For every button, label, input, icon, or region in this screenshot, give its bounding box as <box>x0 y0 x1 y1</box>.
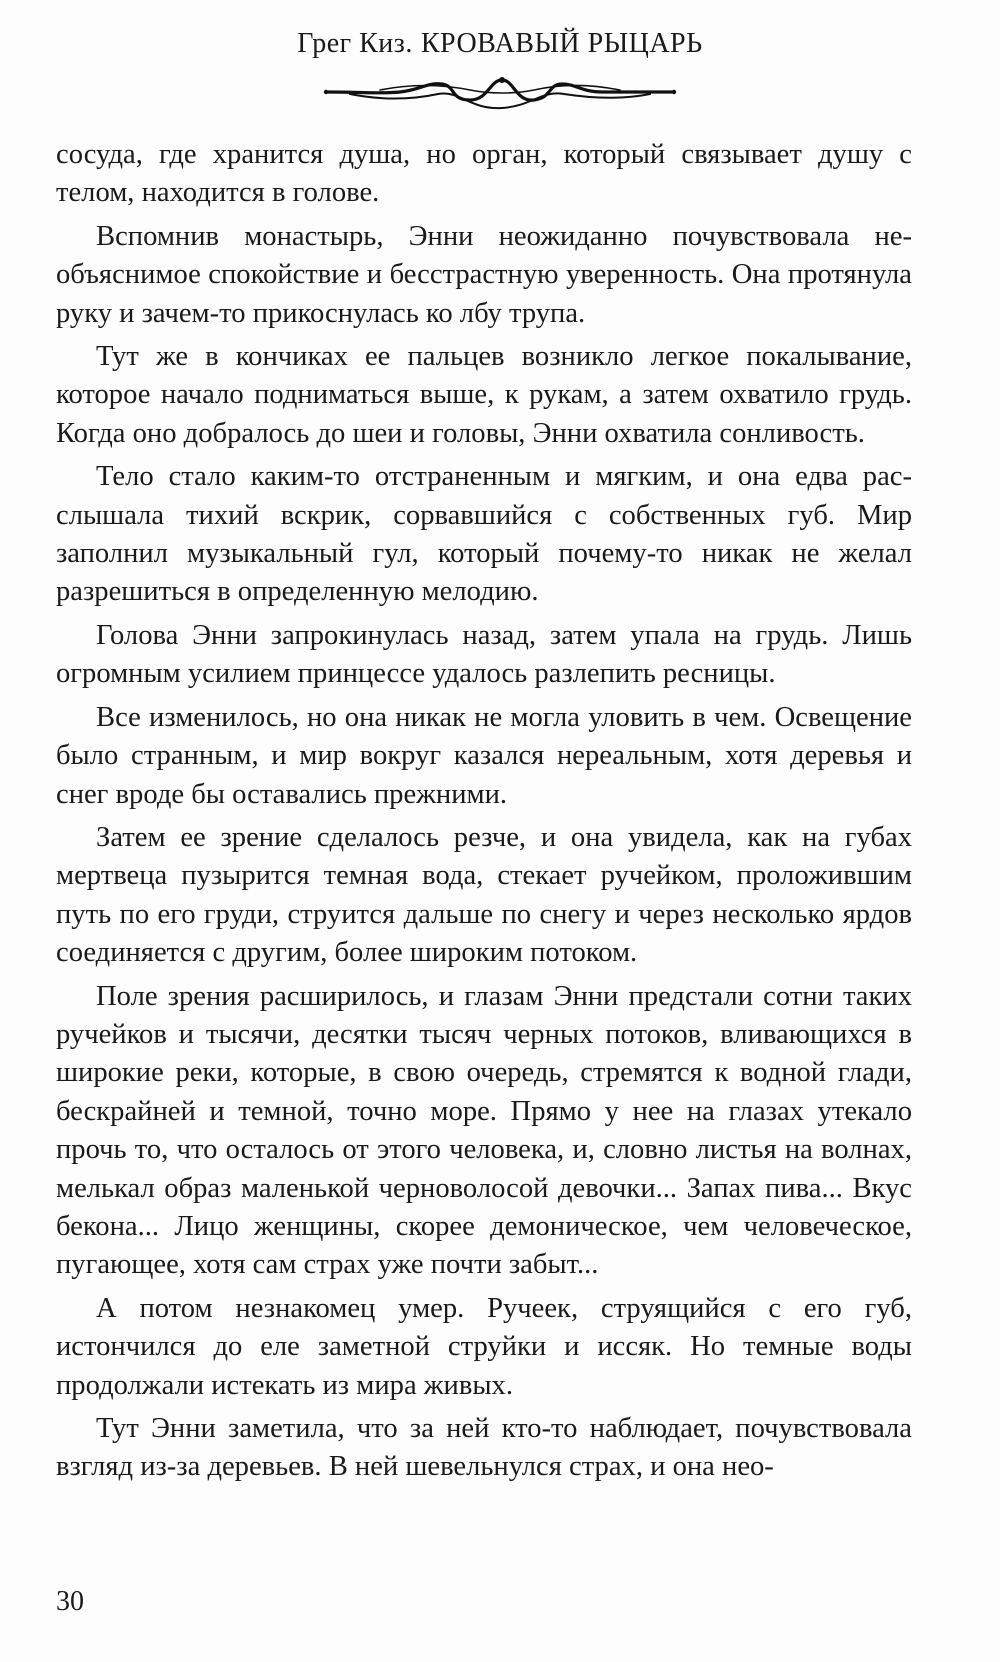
header-author: Грег Киз. <box>297 28 413 59</box>
paragraph: сосуда, где хранится душа, но орган, который связывает душу с телом, находится в голове. <box>56 139 912 209</box>
page-number: 30 <box>56 1586 84 1617</box>
paragraph: А потом незнакомец умер. Ручеек, струящийся с его губ, истончился до еле заметной струйки и иссяк. Но темные воды продолжали истекать из мира живых. <box>56 1292 912 1401</box>
paragraph: Тут Энни заметила, что за ней кто-то наблюдает, почувствовала взгляд из-за деревьев. В ней шевельнулся страх, и она нео- <box>56 1413 912 1483</box>
paragraph: Вспомнив монастырь, Энни неожиданно почувствовала необъяснимое спокойствие и бесстрастную уверенность. Она протянула руку и зачем-то прикоснулась ко лбу трупа. <box>56 220 912 329</box>
header-title: КРОВАВЫЙ РЫЦАРЬ <box>420 28 703 59</box>
paragraph: Тело стало каким-то отстраненным и мягким, и она едва расслышала тихий вскрик, сорвавшийся с собственных губ. Мир заполнил музыкальный гул, который почему-то никак не желал разрешиться в определенную мелодию. <box>56 461 912 608</box>
paragraph: Затем ее зрение сделалось резче, и она увидела, как на губах мертвеца пузырится темная вода, стекает ручейком, проложившим путь по его груди, струится дальше по снегу и через несколько ярдов соединяется с другим, более широким потоком. <box>56 821 912 969</box>
paragraph: Голова Энни запрокинулась назад, затем упала на грудь. Лишь огромным усилием принцессе удалось разлепить ресницы. <box>56 619 912 690</box>
body-text <box>56 136 912 1492</box>
paragraph: Поле зрения расширилось, и глазам Энни предстали сотни таких ручейков и тысячи, десятки тысяч черных потоков, вливающихся в широкие реки, которые, в свою очередь, стремятся к водной глади, бескрайней и темной, точно море. Прямо у нее на глазах утекало прочь то, что осталось от этого человека, и, словно листья на волнах, мелькал образ маленькой черноволосой девочки... Запах пива... Вкус бекона... Лицо женщины, скорее демоническое, чем человеческое, пугающее, хотя сам страх уже почти забыт... <box>56 980 912 1281</box>
paragraph: Тут же в кончиках ее пальцев возникло легкое покалывание, которое начало подниматься выше, к рукам, а затем охватило грудь. Когда оно добралось до шеи и головы, Энни охватила сонливость. <box>56 341 912 449</box>
wave-ornament-icon <box>320 70 680 114</box>
paragraph: Все изменилось, но она никак не могла уловить в чем. Освещение было странным, и мир вокруг казался нереальным, хотя деревья и снег вроде бы оставались прежними. <box>56 701 912 810</box>
running-head <box>0 26 1000 62</box>
